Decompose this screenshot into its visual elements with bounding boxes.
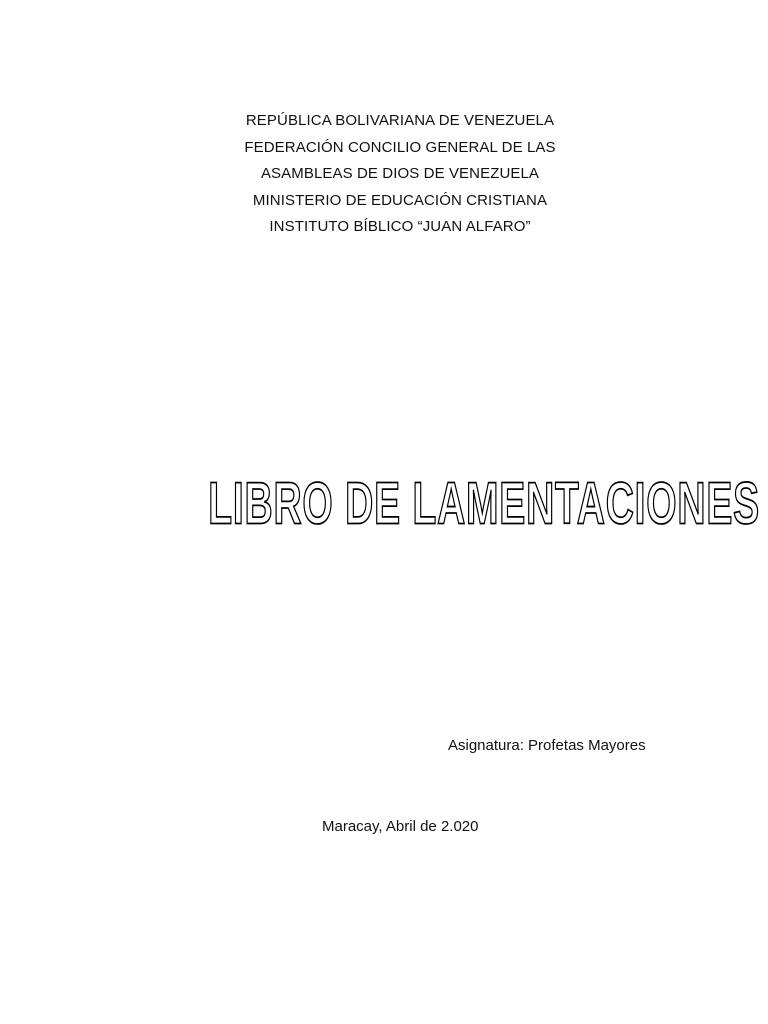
header-line-ministry: MINISTERIO DE EDUCACIÓN CRISTIANA bbox=[252, 191, 548, 209]
document-title: LIBRO DE LAMENTACIONES bbox=[208, 470, 760, 537]
place-date-line: Maracay, Abril de 2.020 bbox=[322, 818, 479, 835]
header-line-assemblies: ASAMBLEAS DE DIOS DE VENEZUELA bbox=[260, 165, 540, 182]
header-line-institute: INSTITUTO BÍBLICO “JUAN ALFARO” bbox=[269, 218, 531, 235]
header-line-country: REPÚBLICA BOLIVARIANA DE VENEZUELA bbox=[245, 112, 555, 129]
institution-header bbox=[0, 108, 768, 241]
subject-line: Asignatura: Profetas Mayores bbox=[448, 737, 646, 754]
header-line-federation: FEDERACIÓN CONCILIO GENERAL DE LAS bbox=[244, 138, 556, 156]
